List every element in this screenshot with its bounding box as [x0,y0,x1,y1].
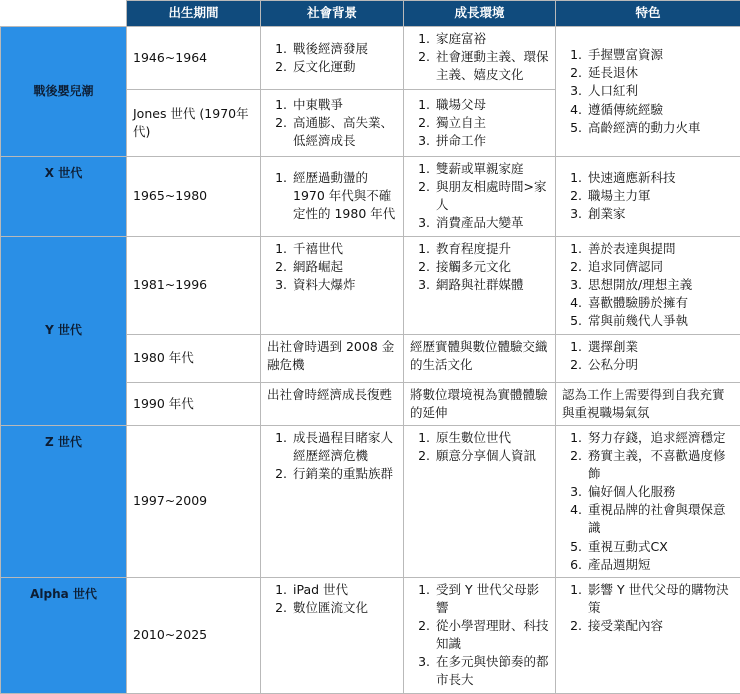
list-item: 1. 影響 Y 世代父母的購物決策 [586,581,734,617]
generation-label: X 世代 [1,157,127,237]
traits-cell [556,425,740,577]
list-item: 3. 拼命工作 [434,132,549,150]
environment-cell [404,90,556,157]
traits-cell [556,157,740,237]
list-item: 2. 反文化運動 [291,58,397,76]
list-item: 2. 數位匯流文化 [291,599,397,617]
list-item: 1. 雙薪或單親家庭 [434,160,549,178]
generation-label: Y 世代 [1,236,127,425]
table-row [1,27,740,90]
traits-cell [556,27,740,157]
traits-cell [556,577,740,693]
list-item: 1. 受到 Y 世代父母影響 [434,581,549,617]
background-cell: 出社會時經濟成長復甦 [261,382,404,425]
birth-period-cell: 1946~1964 [127,27,261,90]
list-item: 2. 延長退休 [586,64,734,82]
list-item: 1. 原生數位世代 [434,429,549,447]
list-item: 2. 接受業配內容 [586,617,734,635]
environment-cell: 經歷實體與數位體驗交織的生活文化 [404,334,556,382]
list-item: 3. 資料大爆炸 [291,276,397,294]
list-item: 3. 消費產品大變革 [434,214,549,232]
environment-cell [404,425,556,577]
header-growth-environment: 成長環境 [404,1,556,27]
list-item: 1. 中東戰爭 [291,96,397,114]
list-item: 1. 教育程度提升 [434,240,549,258]
list-item: 4. 遵循傳統經驗 [586,101,734,119]
background-cell [261,27,404,90]
table-row [1,577,740,693]
header-blank [1,1,127,27]
environment-cell [404,27,556,90]
list-item: 1. 家庭富裕 [434,30,549,48]
birth-period-cell: 1980 年代 [127,334,261,382]
list-item: 1. 善於表達與提問 [586,240,734,258]
list-item: 3. 在多元與快節奏的都市長大 [434,653,549,689]
environment-cell [404,157,556,237]
list-item: 1. 快速適應新科技 [586,169,734,187]
list-item: 4. 喜歡體驗勝於擁有 [586,294,734,312]
list-item: 1. 千禧世代 [291,240,397,258]
list-item: 1. iPad 世代 [291,581,397,599]
list-item: 2. 職場主力軍 [586,187,734,205]
list-item: 4. 重視品牌的社會與環保意識 [586,501,734,537]
background-cell [261,236,404,334]
list-item: 3. 創業家 [586,205,734,223]
birth-period-cell: 2010~2025 [127,577,261,693]
background-cell [261,90,404,157]
list-item: 5. 高齡經濟的動力火車 [586,119,734,137]
list-item: 2. 追求同儕認同 [586,258,734,276]
list-item: 1. 努力存錢，追求經濟穩定 [586,429,734,447]
table-row [1,157,740,237]
background-cell [261,577,404,693]
background-cell [261,157,404,237]
list-item: 3. 偏好個人化服務 [586,483,734,501]
traits-cell [556,334,740,382]
list-item: 2. 高通膨、高失業、低經濟成長 [291,114,397,150]
list-item: 1. 職場父母 [434,96,549,114]
birth-period-cell: 1990 年代 [127,382,261,425]
list-item: 6. 產品週期短 [586,556,734,574]
list-item: 2. 接觸多元文化 [434,258,549,276]
list-item: 5. 重視互動式CX [586,538,734,556]
list-item: 1. 經歷過動盪的 1970 年代與不確定性的 1980 年代 [291,169,397,223]
generation-label: Alpha 世代 [1,577,127,693]
header-row [1,1,740,27]
list-item: 1. 手握豐富資源 [586,46,734,64]
list-item: 2. 獨立自主 [434,114,549,132]
list-item: 2. 從小學習理財、科技知識 [434,617,549,653]
list-item: 2. 社會運動主義、環保主義、嬉皮文化 [434,48,549,84]
birth-period-cell: Jones 世代 (1970年代) [127,90,261,157]
list-item: 2. 務實主義，不喜歡過度修飾 [586,447,734,483]
list-item: 2. 網路崛起 [291,258,397,276]
birth-period-cell: 1965~1980 [127,157,261,237]
list-item: 2. 公私分明 [586,356,734,374]
environment-cell [404,236,556,334]
background-cell: 出社會時遇到 2008 金融危機 [261,334,404,382]
traits-cell [556,236,740,334]
header-traits: 特色 [556,1,740,27]
list-item: 3. 網路與社群媒體 [434,276,549,294]
list-item: 1. 戰後經濟發展 [291,40,397,58]
generation-label: Z 世代 [1,425,127,577]
environment-cell [404,577,556,693]
environment-cell: 將數位環境視為實體體驗的延伸 [404,382,556,425]
list-item: 2. 與朋友相處時間>家人 [434,178,549,214]
birth-period-cell: 1981~1996 [127,236,261,334]
generation-label: 戰後嬰兒潮 [1,27,127,157]
birth-period-cell: 1997~2009 [127,425,261,577]
list-item: 1. 成長過程目睹家人經歷經濟危機 [291,429,397,465]
header-social-background: 社會背景 [261,1,404,27]
list-item: 1. 選擇創業 [586,338,734,356]
table-row [1,425,740,577]
list-item: 3. 人口紅利 [586,82,734,100]
list-item: 3. 思想開放/理想主義 [586,276,734,294]
traits-cell: 認為工作上需要得到自我充實與重視職場氣氛 [556,382,740,425]
list-item: 2. 行銷業的重點族群 [291,465,397,483]
header-birth-period: 出生期間 [127,1,261,27]
background-cell [261,425,404,577]
table-row [1,236,740,334]
list-item: 2. 願意分享個人資訊 [434,447,549,465]
list-item: 5. 常與前幾代人爭執 [586,312,734,330]
